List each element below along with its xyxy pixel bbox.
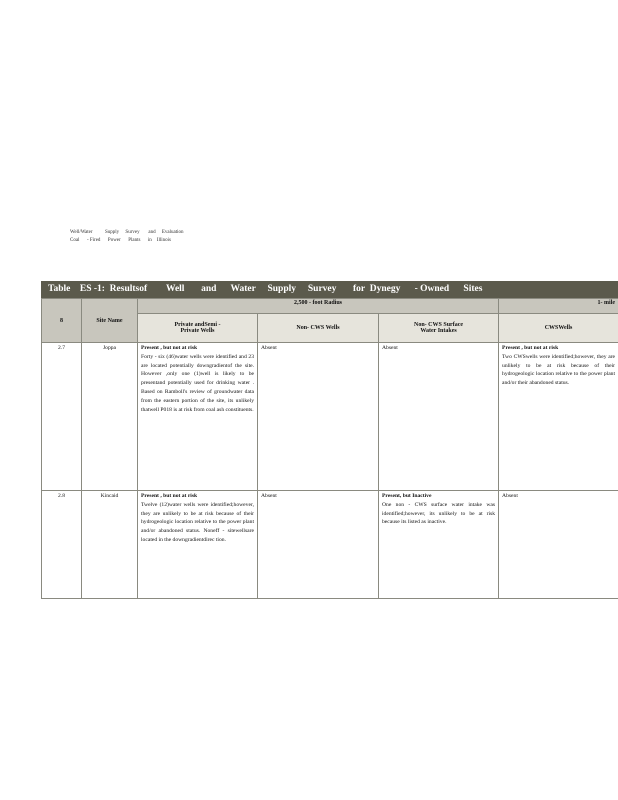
site-name: Joppa xyxy=(82,343,138,491)
private-wells-header: Private andSemi - Private Wells xyxy=(138,314,258,343)
cws-wells-cell xyxy=(499,343,618,491)
private-wells-text: Twelve (12)water wells were identified;however, they are unlikely to be at risk because of their hydrogeologic location relative to the power plant and/or abandoned status. Noneff - sitewellsare located in the downgradientdirec tion. xyxy=(141,501,254,543)
mile-group-header: 1- mile xyxy=(499,299,618,314)
table-row xyxy=(42,491,618,599)
noncws-surface-status: Present, but Inactive xyxy=(382,493,432,499)
noncws-wells-cell: Absent xyxy=(258,491,379,599)
private-wells-text: Forty - six (46)water wells were identified and 23 are located potentially downgradientof the site. However ,only one (1)well is likely to be presentand potentially used for drinking water . Based on Ramboll's review of groundwater data from the eastern portion of the site, its unlikely thatwell P018 is at risk from coal ash constituents. xyxy=(141,353,254,413)
noncws-surface-text: Absent xyxy=(382,345,398,351)
table-title: Table ES -1: Resultsof Well and Water Supply Survey for Dynegy - Owned Sites xyxy=(41,281,618,298)
cws-wells-text: Absent xyxy=(502,493,518,499)
id-column-header: 8 xyxy=(42,299,82,343)
private-wells-cell xyxy=(138,491,258,599)
results-grid xyxy=(41,298,618,599)
header-line-1: Well/Water Supply Survey and Evaluation xyxy=(70,230,184,235)
cws-wells-text: Two CWSwells were identified;however, they are unlikely to be at risk because of their hydrogeologic location relative to the power plant and/or their abandoned status. xyxy=(502,353,616,387)
document-header xyxy=(70,229,183,245)
group-header-row xyxy=(42,299,618,314)
header-line-2: Coal - Fired Power Plants in Illinois xyxy=(70,238,171,243)
noncws-wells-header: Non- CWS Wells xyxy=(258,314,379,343)
cws-wells-header: CWSWells xyxy=(499,314,618,343)
table-row xyxy=(42,343,618,491)
noncws-wells-cell: Absent xyxy=(258,343,379,491)
noncws-surface-header: Non- CWS Surface Water Intakes xyxy=(379,314,499,343)
site-id: 2.8 xyxy=(42,491,82,599)
site-id: 2.7 xyxy=(42,343,82,491)
cws-wells-cell xyxy=(499,491,618,599)
radius-group-header: 2,500 - foot Radius xyxy=(138,299,499,314)
cws-wells-status: Present , but not at risk xyxy=(502,345,559,351)
results-table xyxy=(41,281,618,599)
noncws-surface-cell xyxy=(379,491,499,599)
private-wells-cell xyxy=(138,343,258,491)
noncws-surface-text: One non - CWS surface water intake was identified;however, its unlikely to be at risk because its listed as inactive. xyxy=(382,501,496,526)
site-name: Kincaid xyxy=(82,491,138,599)
private-wells-status: Present , but not at risk xyxy=(141,493,198,499)
noncws-surface-cell xyxy=(379,343,499,491)
site-name-column-header: Site Name xyxy=(82,299,138,343)
private-wells-status: Present , but not at risk xyxy=(141,345,198,351)
